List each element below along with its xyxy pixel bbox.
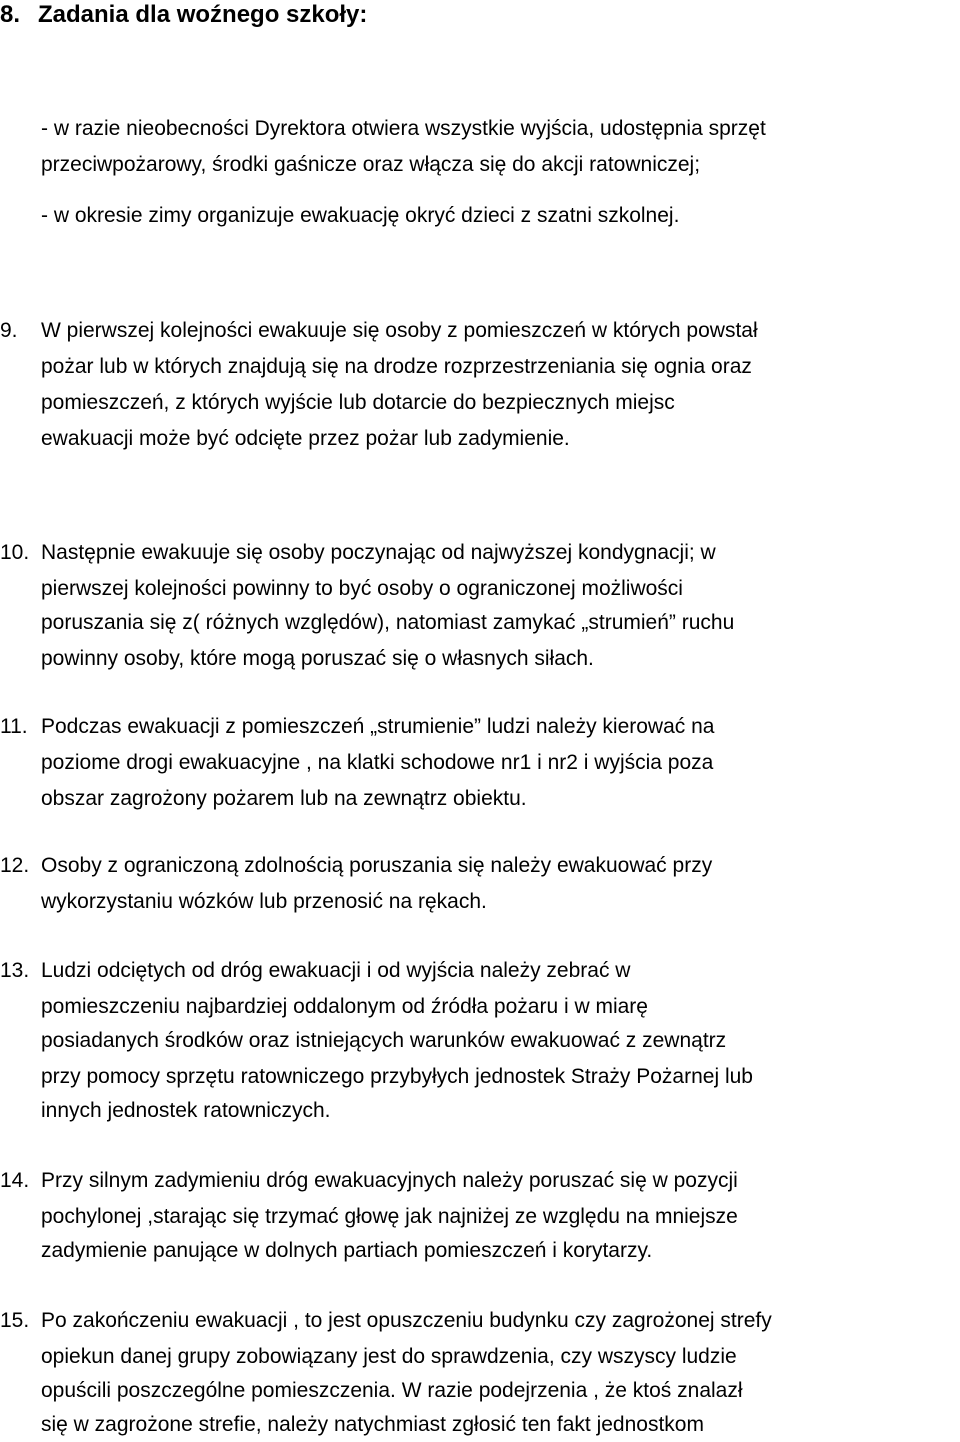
item-12-number: 12. bbox=[0, 854, 30, 877]
item-9-line-1: W pierwszej kolejności ewakuuje się osoby z pomieszczeń w których powstał bbox=[41, 319, 758, 342]
bullet-2-line-1: - w okresie zimy organizuje ewakuację okryć dzieci z szatni szkolnej. bbox=[41, 204, 680, 227]
item-11-line-2: poziome drogi ewakuacyjne , na klatki schodowe nr1 i nr2 i wyjścia poza bbox=[41, 751, 714, 774]
section-title: Zadania dla woźnego szkoły: bbox=[38, 1, 368, 28]
item-13-number: 13. bbox=[0, 959, 30, 982]
item-14-line-3: zadymienie panujące w dolnych partiach pomieszczeń i korytarzy. bbox=[41, 1239, 653, 1262]
item-10-line-2: pierwszej kolejności powinny to być osoby o ograniczonej możliwości bbox=[41, 577, 683, 600]
item-10-number: 10. bbox=[0, 541, 30, 564]
item-14-number: 14. bbox=[0, 1169, 30, 1192]
item-13-line-5: innych jednostek ratowniczych. bbox=[41, 1099, 331, 1122]
item-15-number: 15. bbox=[0, 1309, 30, 1332]
item-9-line-3: pomieszczeń, z których wyjście lub dotarcie do bezpiecznych miejsc bbox=[41, 391, 675, 414]
item-13-line-1: Ludzi odciętych od dróg ewakuacji i od wyjścia należy zebrać w bbox=[41, 959, 631, 982]
item-11-number: 11. bbox=[0, 715, 28, 738]
item-9-line-4: ewakuacji może być odcięte przez pożar lub zadymienie. bbox=[41, 427, 570, 450]
item-11-line-1: Podczas ewakuacji z pomieszczeń „strumienie” ludzi należy kierować na bbox=[41, 715, 715, 738]
section-number: 8. bbox=[0, 1, 21, 28]
item-15-line-1: Po zakończeniu ewakuacji , to jest opuszczeniu budynku czy zagrożonej strefy bbox=[41, 1309, 772, 1332]
bullet-1-line-1: - w razie nieobecności Dyrektora otwiera wszystkie wyjścia, udostępnia sprzęt bbox=[41, 117, 766, 140]
item-10-line-4: powinny osoby, które mogą poruszać się o własnych siłach. bbox=[41, 647, 594, 670]
item-12-line-1: Osoby z ograniczoną zdolnością poruszania się należy ewakuować przy bbox=[41, 854, 713, 877]
item-10-line-1: Następnie ewakuuje się osoby poczynając od najwyższej kondygnacji; w bbox=[41, 541, 716, 564]
bullet-1-line-2: przeciwpożarowy, środki gaśnicze oraz włącza się do akcji ratowniczej; bbox=[41, 153, 701, 176]
item-15-line-4: się w zagrożone strefie, należy natychmiast zgłosić ten fakt jednostkom bbox=[41, 1413, 704, 1436]
item-13-line-4: przy pomocy sprzętu ratowniczego przybyłych jednostek Straży Pożarnej lub bbox=[41, 1065, 753, 1088]
item-15-line-2: opiekun danej grupy zobowiązany jest do sprawdzenia, czy wszyscy ludzie bbox=[41, 1345, 737, 1368]
item-13-line-2: pomieszczeniu najbardziej oddalonym od źródła pożaru i w miarę bbox=[41, 995, 648, 1018]
item-14-line-1: Przy silnym zadymieniu dróg ewakuacyjnych należy poruszać się w pozycji bbox=[41, 1169, 738, 1192]
item-9-number: 9. bbox=[0, 319, 18, 342]
item-9-line-2: pożar lub w których znajdują się na drodze rozprzestrzeniania się ognia oraz bbox=[41, 355, 752, 378]
item-11-line-3: obszar zagrożony pożarem lub na zewnątrz obiektu. bbox=[41, 787, 527, 810]
section-heading bbox=[0, 0, 367, 30]
item-13-line-3: posiadanych środków oraz istniejących warunków ewakuować z zewnątrz bbox=[41, 1029, 727, 1052]
item-15-line-3: opuścili poszczególne pomieszczenia. W razie podejrzenia , że ktoś znalazł bbox=[41, 1379, 743, 1402]
item-14-line-2: pochylonej ,starając się trzymać głowę jak najniżej ze względu na mniejsze bbox=[41, 1205, 738, 1228]
item-10-line-3: poruszania się z( różnych względów), natomiast zamykać „strumień” ruchu bbox=[41, 611, 735, 634]
item-12-line-2: wykorzystaniu wózków lub przenosić na rękach. bbox=[41, 890, 487, 913]
